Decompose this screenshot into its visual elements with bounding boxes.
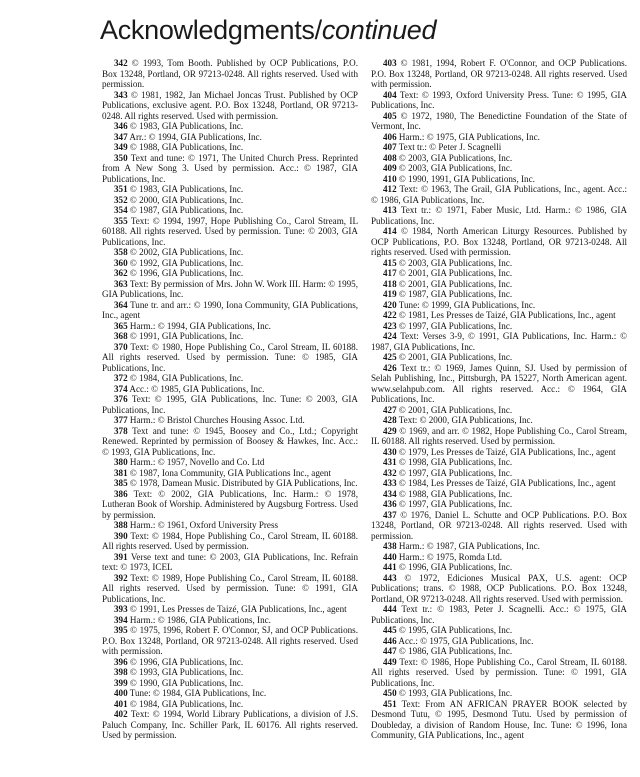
entry-number: 363 (114, 278, 128, 289)
entry-text: Tune: © 1984, GIA Publications, Inc. (129, 688, 267, 698)
entry-number: 401 (114, 698, 128, 709)
entry-number: 419 (383, 289, 397, 299)
entry-text: © 1984, Les Presses de Taizé, GIA Publications, Inc., agent (398, 478, 616, 488)
entry-text: Text: © 1994, 1997, Hope Publishing Co., Carol Stream, IL 60188. All rights reserved. Used by permission. Tune: © 2003, GIA Publications, Inc. (102, 215, 359, 247)
acknowledgment-entry (371, 604, 627, 625)
entry-text: Text: © 1986, Hope Publishing Co., Carol Stream, IL 60188. All rights reserved. Used by permission. Tune: © 1991, GIA Publications, Inc. (371, 656, 627, 688)
acknowledgment-entry (102, 615, 358, 626)
entry-text: © 1984, GIA Publications, Inc. (129, 698, 244, 709)
entry-text: © 1969, and arr. © 1982, Hope Publishing Co., Carol Stream, IL 60188. All rights reserved. Used by permission. (371, 425, 627, 446)
entry-number: 358 (114, 247, 128, 257)
entry-text: © 2003, GIA Publications, Inc. (398, 163, 513, 173)
acknowledgment-entry (371, 688, 627, 699)
entry-number: 420 (383, 299, 397, 310)
entry-text: Text: © 1989, Hope Publishing Co., Carol Stream, IL 60188. All rights reserved. Used by permission. Tune: © 1991, GIA Publications, Inc. (102, 572, 358, 604)
acknowledgment-entry (102, 300, 358, 321)
entry-text: © 1979, Les Presses de Taizé, GIA Publications, Inc., agent (398, 446, 616, 457)
entry-number: 413 (383, 205, 397, 215)
acknowledgment-entry (102, 625, 358, 657)
entry-text: © 1992, GIA Publications, Inc. (129, 257, 244, 268)
acknowledgment-entry (371, 163, 627, 174)
entry-number: 440 (383, 551, 397, 562)
entry-number: 415 (383, 257, 397, 268)
entry-text: © 1998, GIA Publications, Inc. (398, 457, 513, 467)
acknowledgment-entry (102, 58, 358, 90)
entry-text: © 1987, GIA Publications, Inc. (398, 289, 513, 299)
entry-number: 418 (383, 278, 397, 289)
entry-number: 437 (383, 509, 397, 520)
entry-number: 408 (383, 152, 397, 163)
entry-number: 431 (383, 457, 397, 467)
acknowledgment-entry (371, 205, 627, 226)
entry-text: Harm.: © 1986, GIA Publications, Inc. (129, 614, 271, 625)
entry-number: 434 (383, 488, 397, 499)
entry-text: © 1981, 1994, Robert F. O'Connor, and OCP Publications. P.O. Box 13248, Portland, OR 97213-0248. All rights reserved. Used with permission. (371, 58, 627, 89)
entry-text: Text tr.: © 1969, James Quinn, SJ. Used by permission of Selah Publishing, Inc., Pittsburgh, PA 15227, North American agent. www.selahpub.com. All rights reserved. Acc.: © 1964, GIA Publications, Inc. (371, 362, 627, 404)
acknowledgment-entry (102, 667, 358, 678)
acknowledgment-entry (371, 111, 627, 132)
acknowledgment-entry (102, 709, 358, 741)
entry-number: 429 (383, 425, 397, 436)
acknowledgment-entry (102, 552, 358, 573)
entry-number: 433 (383, 478, 397, 488)
entry-number: 438 (383, 541, 397, 551)
right-column (371, 58, 627, 741)
entry-text: Text tr.: © 1971, Faber Music, Ltd. Harm.: © 1986, GIA Publications, Inc. (371, 205, 628, 226)
entry-text: © 1984, GIA Publications, Inc. (129, 373, 244, 383)
acknowledgment-entry (371, 699, 627, 741)
entry-text: © 1993, Tom Booth. Published by OCP Publications, P.O. Box 13248, Portland, OR 97213-0248. All rights reserved. Used with permission. (102, 58, 358, 89)
entry-number: 343 (114, 89, 128, 100)
acknowledgment-entry (371, 268, 627, 279)
entry-text: © 1986, GIA Publications, Inc. (398, 646, 513, 656)
entry-number: 398 (114, 667, 128, 677)
acknowledgment-entry (371, 363, 627, 405)
entry-number: 447 (383, 646, 397, 656)
entry-text: Harm.: © Bristol Churches Housing Assoc. Ltd. (129, 415, 305, 425)
acknowledgment-entry (371, 447, 627, 458)
entry-text: © 2001, GIA Publications, Inc. (398, 278, 513, 289)
entry-text: Text tr.: © 1983, Peter J. Scagnelli. Acc.: © 1975, GIA Publications, Inc. (371, 604, 627, 625)
entry-text: © 2001, GIA Publications, Inc. (398, 404, 513, 415)
entry-text: © 1996, GIA Publications, Inc. (398, 562, 513, 572)
entry-text: © 1983, GIA Publications, Inc. (129, 184, 244, 194)
entry-text: Text: © 1995, GIA Publications, Inc. Tune: © 2003, GIA Publications, Inc. (102, 394, 359, 415)
entry-text: © 1990, 1991, GIA Publications, Inc. (398, 173, 535, 184)
acknowledgment-entry (371, 153, 627, 164)
acknowledgment-entry (371, 300, 627, 311)
entry-text: © 1988, GIA Publications, Inc. (398, 488, 513, 499)
entry-number: 430 (383, 446, 397, 457)
entry-number: 391 (114, 551, 128, 562)
entry-text: Harm.: © 1975, Romda Ltd. (398, 551, 503, 562)
entry-text: © 1983, GIA Publications, Inc. (129, 121, 244, 131)
entry-number: 449 (383, 656, 397, 667)
acknowledgment-entry (371, 142, 627, 153)
acknowledgment-entry (371, 279, 627, 290)
acknowledgment-entry (371, 499, 627, 510)
entry-number: 368 (114, 331, 128, 341)
acknowledgment-entry (371, 468, 627, 479)
acknowledgment-entry (102, 90, 358, 122)
entry-number: 450 (383, 688, 397, 698)
entry-text: Text: © 1980, Hope Publishing Co., Carol Stream, IL 60188. All rights reserved. Used by permission. Tune: © 1985, GIA Publications, Inc. (102, 341, 358, 373)
acknowledgment-entry (102, 132, 358, 143)
acknowledgment-entry (102, 478, 358, 489)
entry-number: 426 (383, 362, 397, 373)
entry-number: 423 (383, 320, 397, 331)
entry-text: Harm.: © 1961, Oxford University Press (129, 520, 279, 530)
acknowledgment-entry (102, 394, 358, 415)
entry-number: 394 (114, 614, 128, 625)
acknowledgment-entry (371, 258, 627, 269)
acknowledgment-entry (102, 657, 358, 668)
acknowledgment-entry (102, 489, 358, 521)
entry-number: 409 (383, 163, 397, 173)
entry-number: 385 (114, 478, 128, 488)
entry-text: Harm.: © 1987, GIA Publications, Inc. (398, 541, 540, 551)
entry-number: 392 (114, 572, 128, 583)
entry-number: 355 (114, 215, 128, 226)
acknowledgment-entry (371, 636, 627, 647)
entry-text: © 1997, GIA Publications, Inc. (398, 499, 513, 509)
page-title-continued: continued (321, 15, 437, 45)
entry-text: Tune tr. and arr.: © 1990, Iona Community, GIA Publications, Inc., agent (102, 299, 359, 320)
acknowledgment-entry (371, 352, 627, 363)
entry-number: 399 (114, 677, 128, 688)
entry-number: 365 (114, 320, 128, 331)
entry-text: Text: © 1994, World Library Publications, a division of J.S. Paluch Company, Inc. Schiller Park, IL 60176. All rights reserved. Used by permission. (102, 709, 359, 740)
entry-number: 362 (114, 268, 128, 278)
acknowledgment-entry (371, 58, 627, 90)
entry-number: 386 (114, 488, 128, 499)
entry-number: 360 (114, 257, 128, 268)
acknowledgment-entry (371, 573, 627, 605)
entry-number: 380 (114, 457, 128, 467)
acknowledgment-entry (371, 226, 627, 258)
entry-text: Text and tune: © 1945, Boosey and Co., Ltd.; Copyright Renewed. Reprinted by permission of Boosey & Hawkes, Inc. Acc.: © 1993, GIA Publications, Inc. (102, 425, 358, 457)
acknowledgment-entry (102, 195, 358, 206)
entry-text: © 1996, GIA Publications, Inc. (129, 268, 244, 278)
entry-text: © 2001, GIA Publications, Inc. (398, 268, 513, 278)
acknowledgment-entry (371, 132, 627, 143)
entry-number: 377 (114, 415, 128, 425)
acknowledgment-entry (371, 426, 627, 447)
entry-number: 446 (383, 635, 397, 646)
entry-number: 400 (114, 688, 128, 698)
entry-text: © 1996, GIA Publications, Inc. (129, 656, 244, 667)
entry-text: © 1987, GIA Publications, Inc. (129, 205, 244, 215)
entry-text: Text: From AN AFRICAN PRAYER BOOK selected by Desmond Tutu, © 1995, Desmond Tutu. Used by permission of Doubleday, a division of Random House, Inc. Tune: © 1996, Iona Community, GIA Publications, Inc., agent (371, 698, 627, 740)
entry-number: 445 (383, 625, 397, 635)
entry-number: 410 (383, 173, 397, 184)
acknowledgment-entry (371, 321, 627, 332)
entry-text: Text tr.: © Peter J. Scagnelli (398, 142, 502, 152)
entry-text: © 2003, GIA Publications, Inc. (398, 257, 513, 268)
entry-number: 396 (114, 656, 128, 667)
acknowledgment-entry (371, 289, 627, 300)
left-column (102, 58, 358, 741)
acknowledgment-entry (102, 258, 358, 269)
entry-text: © 1988, GIA Publications, Inc. (129, 142, 244, 152)
entry-number: 451 (383, 698, 397, 709)
acknowledgment-entry (102, 279, 358, 300)
acknowledgment-entry (371, 310, 627, 321)
entry-text: © 1972, 1980, The Benedictine Foundation of the State of Vermont, Inc. (371, 110, 627, 131)
entry-number: 352 (114, 194, 128, 205)
acknowledgment-entry (102, 384, 358, 395)
entry-text: © 2000, GIA Publications, Inc. (129, 194, 244, 205)
entry-number: 381 (114, 467, 128, 478)
acknowledgment-entry (371, 646, 627, 657)
acknowledgment-entry (371, 562, 627, 573)
page-title (100, 12, 436, 48)
acknowledgment-entry (371, 90, 627, 111)
entry-number: 414 (383, 226, 397, 236)
acknowledgment-entry (371, 657, 627, 689)
entry-text: © 2002, GIA Publications, Inc. (129, 247, 244, 257)
entry-number: 406 (383, 131, 397, 142)
entry-text: © 1997, GIA Publications, Inc. (398, 467, 513, 478)
acknowledgment-entry (102, 520, 358, 531)
entry-number: 378 (114, 425, 128, 436)
entry-number: 346 (114, 121, 128, 131)
entry-number: 351 (114, 184, 128, 194)
entry-text: Text: Verses 3-9, © 1991, GIA Publications, Inc. Harm.: © 1987, GIA Publications, Inc. (371, 331, 627, 352)
entry-number: 444 (383, 604, 397, 614)
entry-text: © 1993, GIA Publications, Inc. (129, 667, 244, 677)
entry-number: 436 (383, 499, 397, 509)
entry-text: Text: © 2000, GIA Publications, Inc. (398, 415, 533, 425)
acknowledgment-entry (102, 573, 358, 605)
acknowledgment-entry (102, 268, 358, 279)
entry-number: 347 (114, 131, 128, 142)
acknowledgment-entry (371, 478, 627, 489)
entry-number: 350 (114, 152, 128, 163)
entry-text: © 2001, GIA Publications, Inc. (398, 352, 513, 362)
acknowledgment-entry (371, 174, 627, 185)
entry-text: Text: © 1984, Hope Publishing Co., Carol Stream, IL 60188. All rights reserved. Used by permission. (102, 530, 358, 551)
entry-number: 441 (383, 562, 397, 572)
entry-text: Harm.: © 1994, GIA Publications, Inc. (129, 320, 271, 331)
entry-text: © 1997, GIA Publications, Inc. (398, 320, 513, 331)
entry-number: 393 (114, 604, 128, 614)
acknowledgment-entry (102, 184, 358, 195)
acknowledgment-entry (102, 373, 358, 384)
entry-text: © 1975, 1996, Robert F. O'Connor, SJ, and OCP Publications. P.O. Box 13248, Portland, OR 97213-0248. All rights reserved. Used with permission. (102, 625, 358, 656)
entry-number: 412 (383, 184, 397, 194)
acknowledgment-entry (102, 415, 358, 426)
entry-number: 443 (383, 572, 397, 583)
entry-number: 370 (114, 341, 128, 352)
entry-text: Text: © 1963, The Grail, GIA Publications, Inc., agent. Acc.: © 1986, GIA Publications, Inc. (371, 184, 628, 205)
acknowledgment-entry (102, 321, 358, 332)
entry-number: 428 (383, 415, 397, 425)
acknowledgment-entry (102, 247, 358, 258)
entry-text: Harm.: © 1975, GIA Publications, Inc. (398, 131, 540, 142)
acknowledgment-entry (102, 688, 358, 699)
acknowledgment-entry (102, 457, 358, 468)
entry-number: 390 (114, 530, 128, 541)
acknowledgment-entry (102, 153, 358, 185)
entry-number: 422 (383, 310, 397, 320)
acknowledgment-entry (102, 531, 358, 552)
acknowledgment-entry (102, 216, 358, 248)
acknowledgment-entry (102, 142, 358, 153)
entry-text: © 1990, GIA Publications, Inc. (129, 677, 244, 688)
entry-number: 395 (114, 625, 128, 635)
acknowledgment-entry (371, 489, 627, 500)
entry-text: © 1976, Daniel L. Schutte and OCP Publications. P.O. Box 13248, Portland, OR 97213-0248. All rights reserved. Used with permission. (371, 509, 627, 541)
entry-text: Acc.: © 1985, GIA Publications, Inc. (129, 383, 265, 394)
entry-text: © 1978, Damean Music. Distributed by GIA Publications, Inc. (129, 478, 358, 488)
entry-text: Verse text and tune: © 2003, GIA Publications, Inc. Refrain text: © 1973, ICEL (102, 551, 358, 572)
acknowledgment-entry (102, 342, 358, 374)
entry-number: 376 (114, 394, 128, 404)
acknowledgment-entry (371, 552, 627, 563)
entry-text: © 1984, North American Liturgy Resources. Published by OCP Publications, P.O. Box 13248, Portland, OR 97213-0248. All rights reserved. Used with permission. (371, 226, 627, 257)
entry-text: © 1991, Les Presses de Taizé, GIA Publications, Inc., agent (129, 604, 347, 614)
entry-number: 403 (383, 58, 397, 68)
entry-text: © 1991, GIA Publications, Inc. (129, 331, 244, 341)
entry-number: 425 (383, 352, 397, 362)
acknowledgment-entry (102, 331, 358, 342)
entry-text: Tune: © 1999, GIA Publications, Inc. (398, 299, 536, 310)
acknowledgment-entry (102, 205, 358, 216)
entry-text: © 1972, Ediciones Musical PAX, U.S. agent: OCP Publications; trans. © 1988, OCP Publications. P.O. Box 13248, Portland, OR 97213-0248. All rights reserved. Used with permission. (371, 572, 627, 604)
entry-number: 374 (114, 383, 128, 394)
acknowledgment-entry (371, 625, 627, 636)
acknowledgment-entry (102, 678, 358, 689)
entry-text: © 1981, Les Presses de Taizé, GIA Publications, Inc., agent (398, 310, 616, 320)
page-title-main: Acknowledgments/ (100, 15, 322, 45)
entry-number: 388 (114, 520, 128, 530)
entry-text: Text and tune: © 1971, The United Church Press. Reprinted from A New Song 3. Used by permission. Acc.: © 1987, GIA Publications, Inc. (102, 152, 358, 184)
entry-text: © 1981, 1982, Jan Michael Joncas Trust. Published by OCP Publications, exclusive agent. P.O. Box 13248, Portland, OR 97213-0248. All rights reserved. Used with permission. (102, 89, 358, 121)
entry-number: 405 (383, 110, 397, 121)
entry-number: 404 (383, 89, 397, 100)
acknowledgment-entry (102, 468, 358, 479)
entry-number: 364 (114, 299, 128, 310)
acknowledgment-entry (371, 541, 627, 552)
entry-number: 417 (383, 268, 397, 278)
entry-number: 342 (114, 58, 128, 68)
entry-number: 372 (114, 373, 128, 383)
acknowledgment-entry (371, 457, 627, 468)
acknowledgment-entry (371, 510, 627, 542)
acknowledgment-entry (102, 426, 358, 458)
entry-number: 424 (383, 331, 397, 341)
acknowledgment-entry (371, 331, 627, 352)
entry-text: © 1993, GIA Publications, Inc. (398, 688, 513, 698)
entry-text: Arr.: © 1994, GIA Publications, Inc. (129, 131, 262, 142)
entry-text: © 2003, GIA Publications, Inc. (398, 152, 513, 163)
entry-number: 427 (383, 404, 397, 415)
acknowledgment-entry (102, 121, 358, 132)
acknowledgment-entry (102, 604, 358, 615)
entry-number: 349 (114, 142, 128, 152)
entry-text: Acc.: © 1975, GIA Publications, Inc. (398, 635, 534, 646)
entry-number: 354 (114, 205, 128, 215)
entry-text: Harm.: © 1957, Novello and Co. Ltd (129, 457, 265, 467)
entry-text: Text: By permission of Mrs. John W. Work III. Harm: © 1995, GIA Publications, Inc. (102, 278, 358, 299)
acknowledgment-entry (102, 699, 358, 710)
entry-number: 432 (383, 467, 397, 478)
entry-text: Text: © 1993, Oxford University Press. Tune: © 1995, GIA Publications, Inc. (371, 89, 628, 110)
entry-text: © 1995, GIA Publications, Inc. (398, 625, 513, 635)
entry-number: 402 (114, 709, 128, 719)
acknowledgment-entry (371, 405, 627, 416)
entry-text: © 1987, Iona Community, GIA Publications Inc., agent (129, 467, 331, 478)
entry-number: 407 (383, 142, 397, 152)
entry-text: Text: © 2002, GIA Publications, Inc. Harm.: © 1978, Lutheran Book of Worship. Administered by Augsburg Fortress. Used by permission. (102, 488, 359, 520)
acknowledgment-entry (371, 415, 627, 426)
acknowledgment-entry (371, 184, 627, 205)
